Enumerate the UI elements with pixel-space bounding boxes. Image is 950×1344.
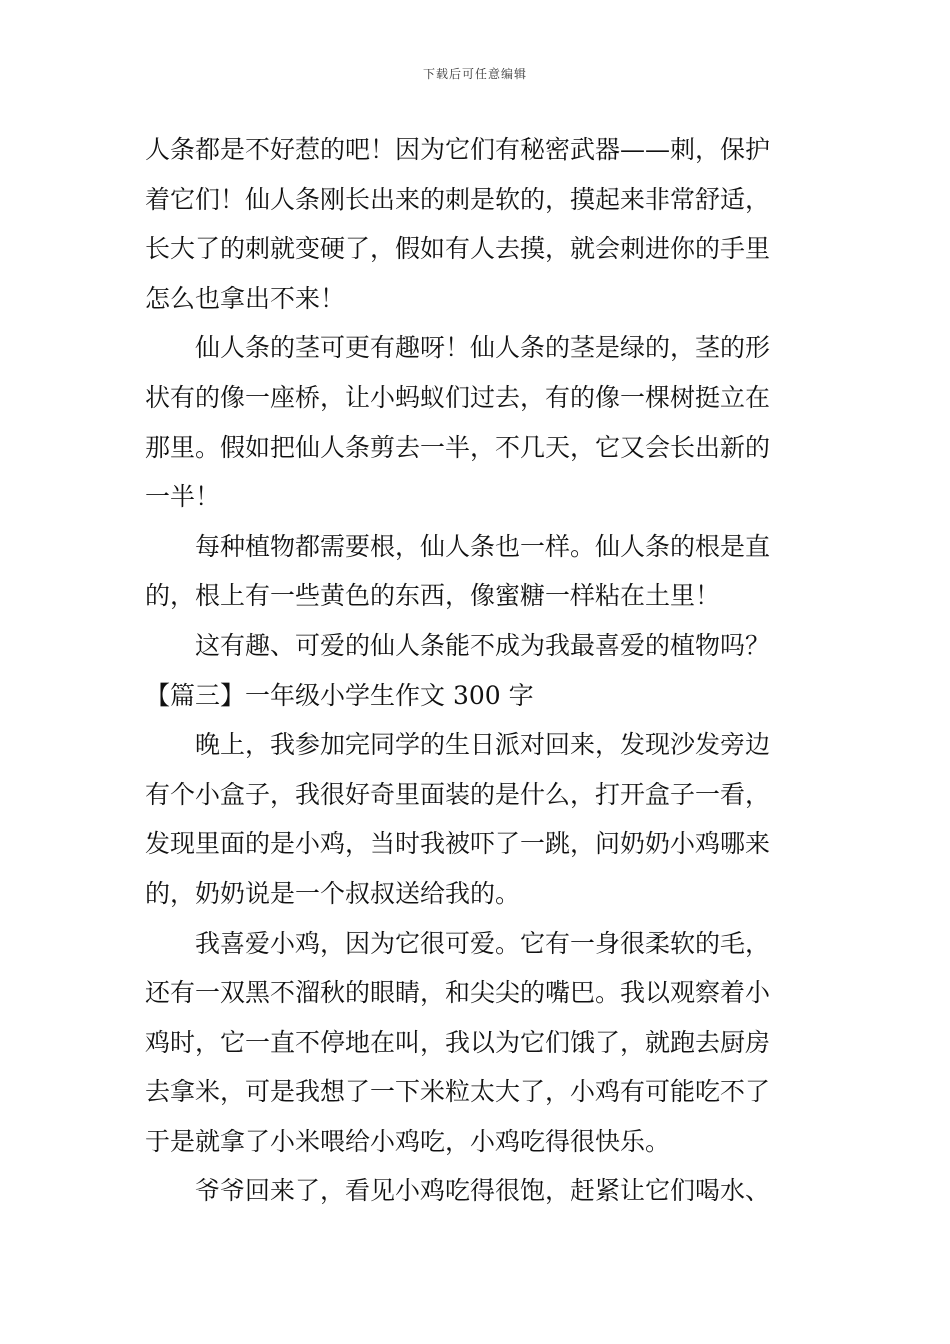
text-line: 的，根上有一些黄色的东西，像蜜糖一样粘在土里！ xyxy=(145,581,721,611)
text-line: 发现里面的是小鸡，当时我被吓了一跳，问奶奶小鸡哪来 xyxy=(145,829,771,859)
text-line: 晚上，我参加完同学的生日派对回来，发现沙发旁边 xyxy=(195,730,771,760)
section-heading: 【篇三】一年级小学生作文 300 字 xyxy=(145,680,534,710)
text-line: 有个小盒子，我很好奇里面装的是什么，打开盒子一看， xyxy=(145,779,771,809)
text-line: 鸡时，它一直不停地在叫，我以为它们饿了，就跑去厨房 xyxy=(145,1027,771,1057)
text-line: 仙人条的茎可更有趣呀！仙人条的茎是绿的，茎的形 xyxy=(195,333,771,363)
text-line: 人条都是不好惹的吧！因为它们有秘密武器——刺，保护 xyxy=(145,135,771,164)
text-line: 于是就拿了小米喂给小鸡吃，小鸡吃得很快乐。 xyxy=(145,1126,671,1156)
text-line: 怎么也拿出不来！ xyxy=(145,283,346,313)
text-line: 我喜爱小鸡，因为它很可爱。它有一身很柔软的毛， xyxy=(195,928,771,958)
text-line: 一半！ xyxy=(145,482,221,512)
header-note: 下载后可任意编辑 xyxy=(422,67,527,81)
text-line: 去拿米，可是我想了一下米粒太大了，小鸡有可能吃不了 xyxy=(145,1077,771,1107)
text-line: 着它们！仙人条刚长出来的刺是软的，摸起来非常舒适， xyxy=(145,184,771,214)
text-line: 那里。假如把仙人条剪去一半，不几天，它又会长出新的 xyxy=(145,432,771,462)
text-line: 每种植物都需要根，仙人条也一样。仙人条的根是直 xyxy=(195,531,771,561)
text-line: 的，奶奶说是一个叔叔送给我的。 xyxy=(145,878,521,908)
text-line: 这有趣、可爱的仙人条能不成为我最喜爱的植物吗？ xyxy=(195,630,771,660)
text-line: 还有一双黑不溜秋的眼睛，和尖尖的嘴巴。我以观察着小 xyxy=(145,978,771,1008)
text-line: 状有的像一座桥，让小蚂蚁们过去，有的像一棵树挺立在 xyxy=(145,382,771,412)
text-line: 长大了的刺就变硬了，假如有人去摸，就会刺进你的手里 xyxy=(145,234,771,264)
document-body xyxy=(145,125,810,1216)
text-line: 爷爷回来了，看见小鸡吃得很饱，赶紧让它们喝水、 xyxy=(195,1176,771,1206)
